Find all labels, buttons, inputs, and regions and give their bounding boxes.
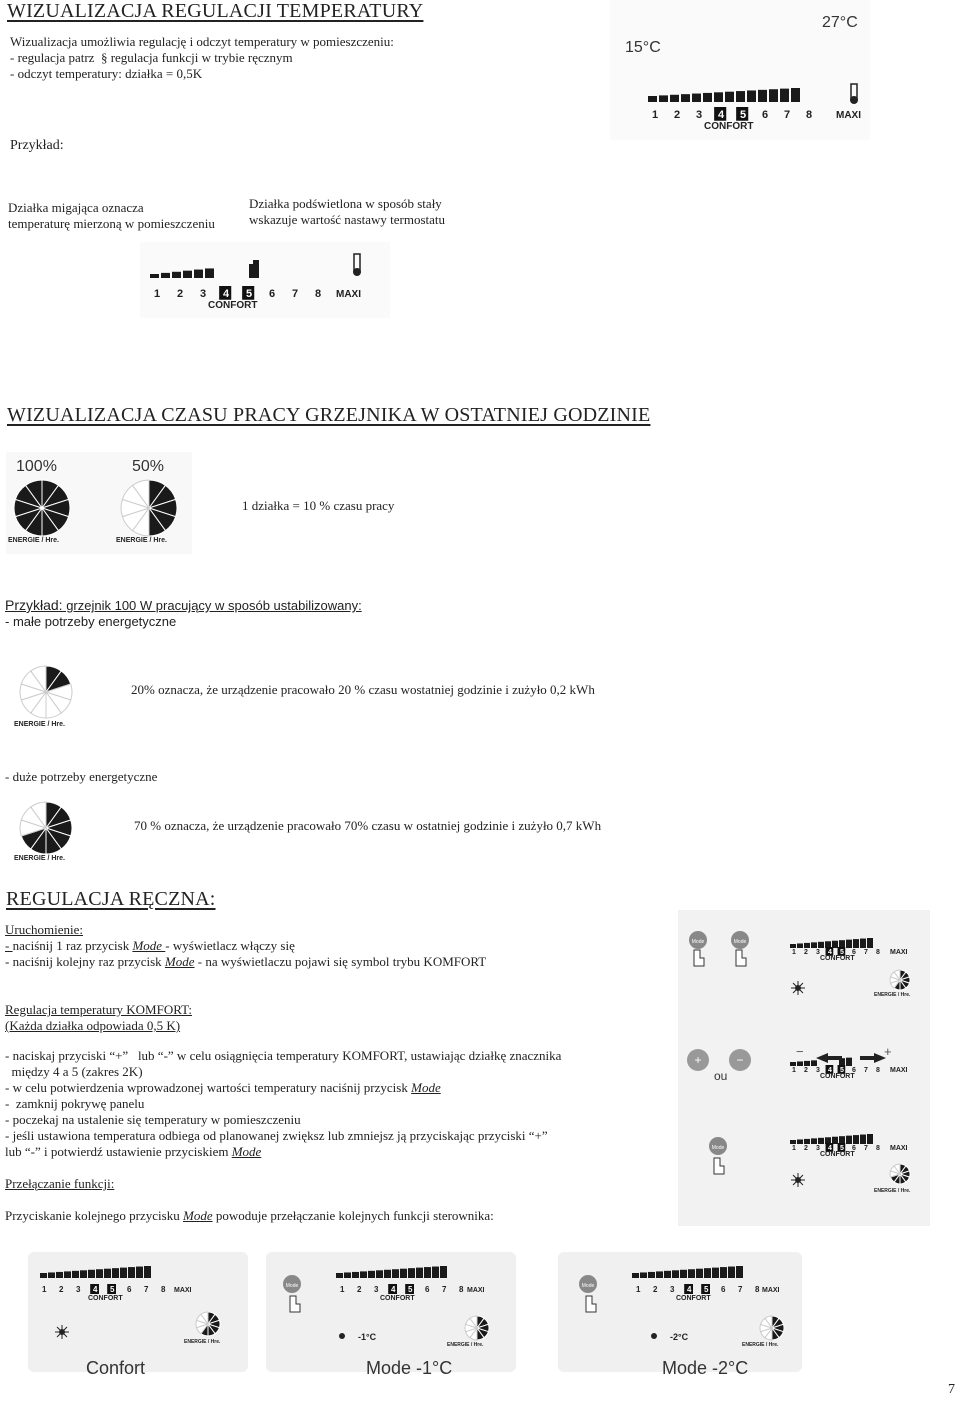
scale-digit: 4 [828, 949, 832, 956]
scale-digit: 5 [408, 1285, 413, 1294]
svg-text:+: + [694, 1053, 702, 1067]
maxi-label: MAXI [762, 1287, 780, 1294]
scale-digit: 8 [876, 1067, 880, 1074]
level-bar [128, 1267, 135, 1278]
level-bar [670, 95, 679, 102]
level-bar [720, 1267, 727, 1278]
level-bar [672, 1270, 679, 1278]
example-label: Przykład: [10, 138, 64, 153]
step-line-4: - zamknij pokrywę panelu [5, 1096, 145, 1111]
text: lub “-” i potwierdź ustawienie przyciskiem [5, 1144, 232, 1159]
mode-sequence-panels [22, 1250, 940, 1390]
confort-label: CONFORT [676, 1295, 711, 1302]
caption-mode-minus2: Mode -2°C [662, 1358, 749, 1378]
level-bar [791, 88, 800, 102]
energy-pie-20 [20, 666, 72, 718]
level-bar [736, 1266, 743, 1278]
scale-digit: 4 [93, 1285, 98, 1294]
level-bar [688, 1269, 695, 1278]
mode-word: Mode [164, 954, 195, 969]
confort-label: CONFORT [820, 1151, 855, 1158]
scale-digit: 6 [852, 949, 856, 956]
plus-button-icon [687, 1049, 709, 1071]
level-bar [136, 1267, 143, 1278]
energy-pie [465, 1316, 489, 1340]
left-arrow-icon [816, 1053, 842, 1063]
svg-text:−: − [736, 1053, 744, 1067]
level-bar [440, 1266, 447, 1278]
small-needs-label: - małe potrzeby energetyczne [5, 614, 177, 629]
mode-button-icon [689, 931, 707, 949]
mode-button-icon [283, 1275, 301, 1293]
blinking-caption-line-1: Działka migająca oznacza [8, 200, 144, 215]
level-bar [797, 1139, 803, 1144]
text: powoduje przełączanie kolejnych funkcji sterownika: [212, 1208, 494, 1223]
scale-digit: 8 [315, 288, 322, 300]
level-bar [839, 1136, 845, 1144]
hand-pointer-icon [714, 1158, 724, 1174]
page-number: 7 [948, 1382, 955, 1397]
panel-illustrations-svg [678, 910, 930, 1226]
level-bar [832, 941, 838, 948]
energy-pie [890, 1164, 910, 1184]
pie-50-label: 50% [132, 458, 165, 475]
scale-digit: 2 [804, 949, 808, 956]
scale-digit: 1 [42, 1285, 47, 1294]
steady-caption-line-1: Działka podświetlona w sposób stały [249, 196, 442, 211]
confort-label: CONFORT [88, 1295, 123, 1302]
scale-digit: 1 [792, 1145, 796, 1152]
level-bar [790, 1062, 796, 1066]
level-bar [161, 273, 170, 278]
mode-button-icon [709, 1137, 727, 1155]
level-bar [747, 90, 756, 102]
text: Przyciskanie kolejnego przycisku [5, 1208, 183, 1223]
level-bar [80, 1270, 87, 1278]
komfort-sub: (Każda działka odpowiada 0,5 K) [5, 1018, 181, 1033]
scale-digit: 6 [852, 1145, 856, 1152]
level-bar [104, 1269, 111, 1278]
sun-icon [791, 1173, 805, 1187]
blinking-caption-line-2: temperaturę mierzoną w pomieszczeniu [8, 216, 215, 231]
energie-label: ENERGIE / Hre. [447, 1342, 484, 1348]
level-bar [120, 1268, 127, 1278]
text-70-percent: 70 % oznacza, że urządzenie pracowało 70% czasu w ostatniej godzinie i zużyło 0,7 kWh [134, 818, 602, 833]
level-bar [376, 1270, 383, 1278]
text: - naciśnij kolejny raz przycisk [5, 954, 165, 969]
scale-digit: 4 [828, 1067, 832, 1074]
plus-indicator: + [884, 1044, 892, 1059]
large-needs-label: - duże potrzeby energetyczne [5, 769, 158, 784]
scale-digit: 1 [340, 1285, 345, 1294]
level-bar [692, 94, 701, 102]
caption-confort: Confort [86, 1358, 146, 1378]
level-bar [360, 1271, 367, 1278]
scale-digit: 6 [721, 1285, 726, 1294]
level-bar [648, 1272, 655, 1278]
minus-button-icon [729, 1049, 751, 1071]
energy-pie-20-figure [6, 660, 98, 732]
scale-digit: 3 [200, 288, 207, 300]
scale-digit: 2 [674, 109, 681, 121]
scale-digit: 2 [804, 1067, 808, 1074]
level-bar [352, 1272, 359, 1278]
energy-pie-70-figure [6, 800, 98, 866]
energy-pies-reference [6, 452, 192, 554]
level-bar [88, 1270, 95, 1278]
sun-icon [55, 1325, 69, 1339]
komfort-heading: Regulacja temperatury KOMFORT: [5, 1002, 193, 1017]
thermostat-display-example [610, 0, 870, 140]
sun-icon [791, 981, 805, 995]
eco-offset-label: -1°C [358, 1332, 377, 1342]
example-line [5, 597, 362, 614]
level-bar [758, 90, 767, 102]
step-line-2: między 4 a 5 (zakres 2K) [5, 1064, 143, 1079]
temp-low-label: 15°C [625, 39, 661, 56]
scale-digit: 1 [652, 109, 659, 121]
scale-digit: 2 [804, 1145, 808, 1152]
start-line-2 [5, 954, 486, 970]
scale-digit: 2 [653, 1285, 658, 1294]
level-bar [728, 1267, 735, 1278]
example-prefix: Przykład: [5, 597, 63, 613]
intro-line-1: Wizualizacja umożliwia regulację i odczyt temperatury w pomieszczeniu: [10, 34, 394, 49]
level-bar [659, 95, 668, 102]
level-bar [853, 939, 859, 948]
level-bar [867, 1134, 873, 1144]
level-bar [846, 1058, 852, 1066]
moon-icon [339, 1333, 345, 1339]
scale-digit: 6 [425, 1285, 430, 1294]
maxi-label: MAXI [174, 1287, 192, 1294]
maxi-label: MAXI [890, 1145, 908, 1152]
level-bar [790, 944, 796, 948]
level-bar [64, 1271, 71, 1278]
hand-pointer-icon [736, 950, 746, 966]
level-bar [183, 271, 192, 278]
maxi-label: MAXI [890, 949, 908, 956]
text: naciśnij 1 raz przycisk [12, 938, 133, 953]
level-bar [811, 942, 817, 948]
scale-digit: 8 [876, 1145, 880, 1152]
scale-digit: 6 [852, 1067, 856, 1074]
scale-digit: 7 [738, 1285, 743, 1294]
right-arrow-icon [860, 1053, 886, 1063]
level-bar [846, 940, 852, 948]
level-bar [804, 1139, 810, 1144]
text: - w celu potwierdzenia wprowadzonej wartości temperatury naciśnij przycisk [5, 1080, 412, 1095]
scale-digit: 2 [59, 1285, 64, 1294]
scale-digit: 7 [864, 1145, 868, 1152]
maxi-label: MAXI [467, 1287, 485, 1294]
energie-label: ENERGIE / Hre. [116, 537, 167, 544]
level-bar [150, 274, 159, 278]
level-bar [797, 1061, 803, 1066]
confort-label: CONFORT [208, 300, 258, 311]
scale-digit: 6 [269, 288, 276, 300]
level-bar [72, 1271, 79, 1278]
start-heading: Uruchomienie: [5, 922, 83, 937]
scale-digit: 7 [864, 1067, 868, 1074]
confort-label: CONFORT [704, 121, 754, 132]
scale-digit: 3 [696, 109, 703, 121]
level-bar [56, 1272, 63, 1278]
maxi-label: MAXI [836, 110, 861, 121]
level-bar [48, 1272, 55, 1278]
switch-heading: Przełączanie funkcji: [5, 1176, 115, 1191]
dash: - [5, 938, 13, 953]
energie-label: ENERGIE / Hre. [8, 537, 59, 544]
maxi-label: MAXI [336, 289, 361, 300]
minus-indicator: − [796, 1044, 804, 1059]
mode-word: Mode [132, 938, 166, 953]
level-bar [664, 1271, 671, 1278]
level-bar [867, 938, 873, 948]
level-bar [860, 939, 866, 948]
scale-digit: 1 [636, 1285, 641, 1294]
level-bar [253, 260, 259, 278]
level-bar [714, 92, 723, 102]
energie-label: ENERGIE / Hre. [14, 855, 65, 862]
level-bar [703, 93, 712, 102]
level-bar [144, 1266, 151, 1278]
panel-illustrations [678, 910, 930, 1226]
division-note: 1 działka = 10 % czasu pracy [242, 498, 395, 513]
step-line-3 [5, 1080, 441, 1096]
level-bar [853, 1135, 859, 1144]
level-bar [194, 270, 203, 278]
level-bar [818, 942, 824, 948]
scale-digit: 8 [806, 109, 813, 121]
level-bar [632, 1273, 639, 1278]
level-bar [648, 96, 657, 102]
level-bar [769, 89, 778, 102]
text: - wyświetlacz włączy się [165, 938, 295, 953]
level-bar [344, 1272, 351, 1278]
scale-digit: 7 [144, 1285, 149, 1294]
text: - na wyświetlaczu pojawi się symbol trybu KOMFORT [194, 954, 487, 969]
level-bar [112, 1268, 119, 1278]
scale-digit: 4 [391, 1285, 396, 1294]
level-bar [392, 1269, 399, 1278]
scale-digit: 5 [740, 109, 747, 121]
level-bar [96, 1269, 103, 1278]
scale-digit: 3 [816, 949, 820, 956]
scale-digit: 3 [816, 1145, 820, 1152]
step-line-5: - poczekaj na ustalenie się temperatury w pomieszczeniu [5, 1112, 301, 1127]
scale-digit: 4 [718, 109, 725, 121]
scale-digit: 2 [357, 1285, 362, 1294]
svg-text:Mode: Mode [581, 1283, 595, 1289]
step-line-1: - naciskaj przyciski “+” lub “-” w celu osiągnięcia temperatury KOMFORT, ustawiając działkę znacznika [5, 1048, 562, 1063]
level-bar [416, 1268, 423, 1278]
level-bar [804, 943, 810, 948]
level-bar [725, 92, 734, 102]
steady-caption-line-2: wskazuje wartość nastawy termostatu [249, 212, 446, 227]
level-bar [424, 1267, 431, 1278]
level-bar [681, 94, 690, 102]
scale-digit: 4 [687, 1285, 692, 1294]
energie-label: ENERGIE / Hre. [874, 1188, 911, 1194]
energy-pie-70 [20, 802, 72, 854]
level-bar [811, 1138, 817, 1144]
caption-mode-minus1: Mode -1°C [366, 1358, 453, 1378]
level-bar [384, 1270, 391, 1278]
mode-word: Mode [231, 1144, 262, 1159]
thermostat-display-example-2 [140, 242, 390, 318]
energie-label: ENERGIE / Hre. [742, 1342, 779, 1348]
scale-digit: 7 [442, 1285, 447, 1294]
level-bar [205, 268, 214, 278]
scale-digit: 2 [177, 288, 184, 300]
level-bar [825, 941, 831, 948]
scale-digit: 5 [110, 1285, 115, 1294]
scale-digit: 7 [864, 949, 868, 956]
svg-text:Mode: Mode [691, 939, 705, 945]
scale-digit: 1 [154, 288, 161, 300]
mode-word: Mode [411, 1080, 441, 1095]
step-line-7 [5, 1144, 261, 1160]
energy-pie [196, 1312, 220, 1336]
level-bar [818, 1138, 824, 1144]
intro-line-2: - regulacja patrz § regulacja funkcji w trybie ręcznym [10, 50, 293, 65]
level-bars [790, 938, 873, 948]
energy-pie-50 [121, 480, 177, 536]
scale-digit: 8 [459, 1285, 464, 1294]
scale-digit: 8 [876, 949, 880, 956]
level-bar [790, 1140, 796, 1144]
scale-digit: 3 [816, 1067, 820, 1074]
level-bar [432, 1267, 439, 1278]
level-bar [839, 940, 845, 948]
level-bar [825, 1137, 831, 1144]
confort-label: CONFORT [820, 1073, 855, 1080]
scale-digit: 5 [840, 1067, 844, 1074]
mode-word: Mode [182, 1208, 213, 1223]
level-bar [336, 1273, 343, 1278]
energy-pie [760, 1316, 784, 1340]
intro-line-3: - odczyt temperatury: działka = 0,5K [10, 66, 203, 81]
blinking-caption [8, 200, 215, 232]
start-line-1 [5, 938, 295, 954]
level-bar [846, 1136, 852, 1144]
steady-caption [249, 196, 445, 228]
scale-digit: 1 [792, 1067, 796, 1074]
level-bar [797, 943, 803, 948]
maxi-label: MAXI [890, 1067, 908, 1074]
energy-pie [890, 970, 910, 990]
level-bar [172, 272, 181, 278]
mode-button-icon [731, 931, 749, 949]
or-label: ou [714, 1069, 728, 1083]
scale-digit: 4 [828, 1145, 832, 1152]
svg-text:Mode: Mode [733, 939, 747, 945]
level-bar [860, 1135, 866, 1144]
scale-digit: 6 [762, 109, 769, 121]
switch-line [5, 1208, 494, 1224]
level-bar [712, 1268, 719, 1278]
scale-digit: 6 [127, 1285, 132, 1294]
level-bar [696, 1269, 703, 1278]
scale-digit: 8 [755, 1285, 760, 1294]
section-title-work-time: WIZUALIZACJA CZASU PRACY GRZEJNIKA W OSTATNIEJ GODZINIE [7, 404, 651, 426]
level-bar [811, 1060, 817, 1066]
scale-digit: 4 [223, 288, 230, 300]
scale-digit: 3 [374, 1285, 379, 1294]
energie-label: ENERGIE / Hre. [14, 721, 65, 728]
eco-offset-label: -2°C [670, 1332, 689, 1342]
confort-label: CONFORT [820, 955, 855, 962]
energy-pie-100 [14, 480, 70, 536]
scale-digit: 8 [161, 1285, 166, 1294]
level-bar [780, 89, 789, 102]
scale-digit: 5 [246, 288, 253, 300]
example-rest: grzejnik 100 W pracujący w sposób ustabilizowany: [62, 598, 362, 613]
scale-digit: 5 [840, 1145, 844, 1152]
scale-digit: 1 [792, 949, 796, 956]
scale-digit: 3 [76, 1285, 81, 1294]
scale-digit: 5 [840, 949, 844, 956]
level-bar [804, 1061, 810, 1066]
svg-text:Mode: Mode [711, 1145, 725, 1151]
confort-label: CONFORT [380, 1295, 415, 1302]
level-bar [656, 1271, 663, 1278]
level-bar [640, 1272, 647, 1278]
energie-label: ENERGIE / Hre. [874, 992, 911, 998]
level-bar [832, 1137, 838, 1144]
level-bar [400, 1269, 407, 1278]
level-bar [704, 1268, 711, 1278]
scale-digit: 3 [670, 1285, 675, 1294]
level-bars [790, 1134, 873, 1144]
hand-pointer-icon [694, 950, 704, 966]
scale-digit: 7 [784, 109, 791, 121]
svg-text:Mode: Mode [285, 1283, 299, 1289]
scale-digit: 7 [292, 288, 299, 300]
mode-button-icon [579, 1275, 597, 1293]
level-bar [368, 1271, 375, 1278]
scale-digit: 5 [704, 1285, 709, 1294]
energie-label: ENERGIE / Hre. [184, 1339, 221, 1345]
level-bar [40, 1273, 47, 1278]
level-bar [408, 1268, 415, 1278]
section-title-temperature: WIZUALIZACJA REGULACJI TEMPERATURY [7, 0, 424, 22]
pie-100-label: 100% [16, 458, 57, 475]
level-bar [680, 1270, 687, 1278]
moon-icon [651, 1333, 657, 1339]
step-line-6: - jeśli ustawiona temperatura odbiega od planowanej zwiększ lub zmniejsz ją przyciskając przyciski “+” [5, 1128, 548, 1143]
level-bar [736, 91, 745, 102]
section-title-manual: REGULACJA RĘCZNA: [6, 888, 216, 910]
text-20-percent: 20% oznacza, że urządzenie pracowało 20 % czasu wostatniej godzinie i zużyło 0,2 kWh [131, 682, 595, 697]
temp-high-label: 27°C [822, 14, 858, 31]
